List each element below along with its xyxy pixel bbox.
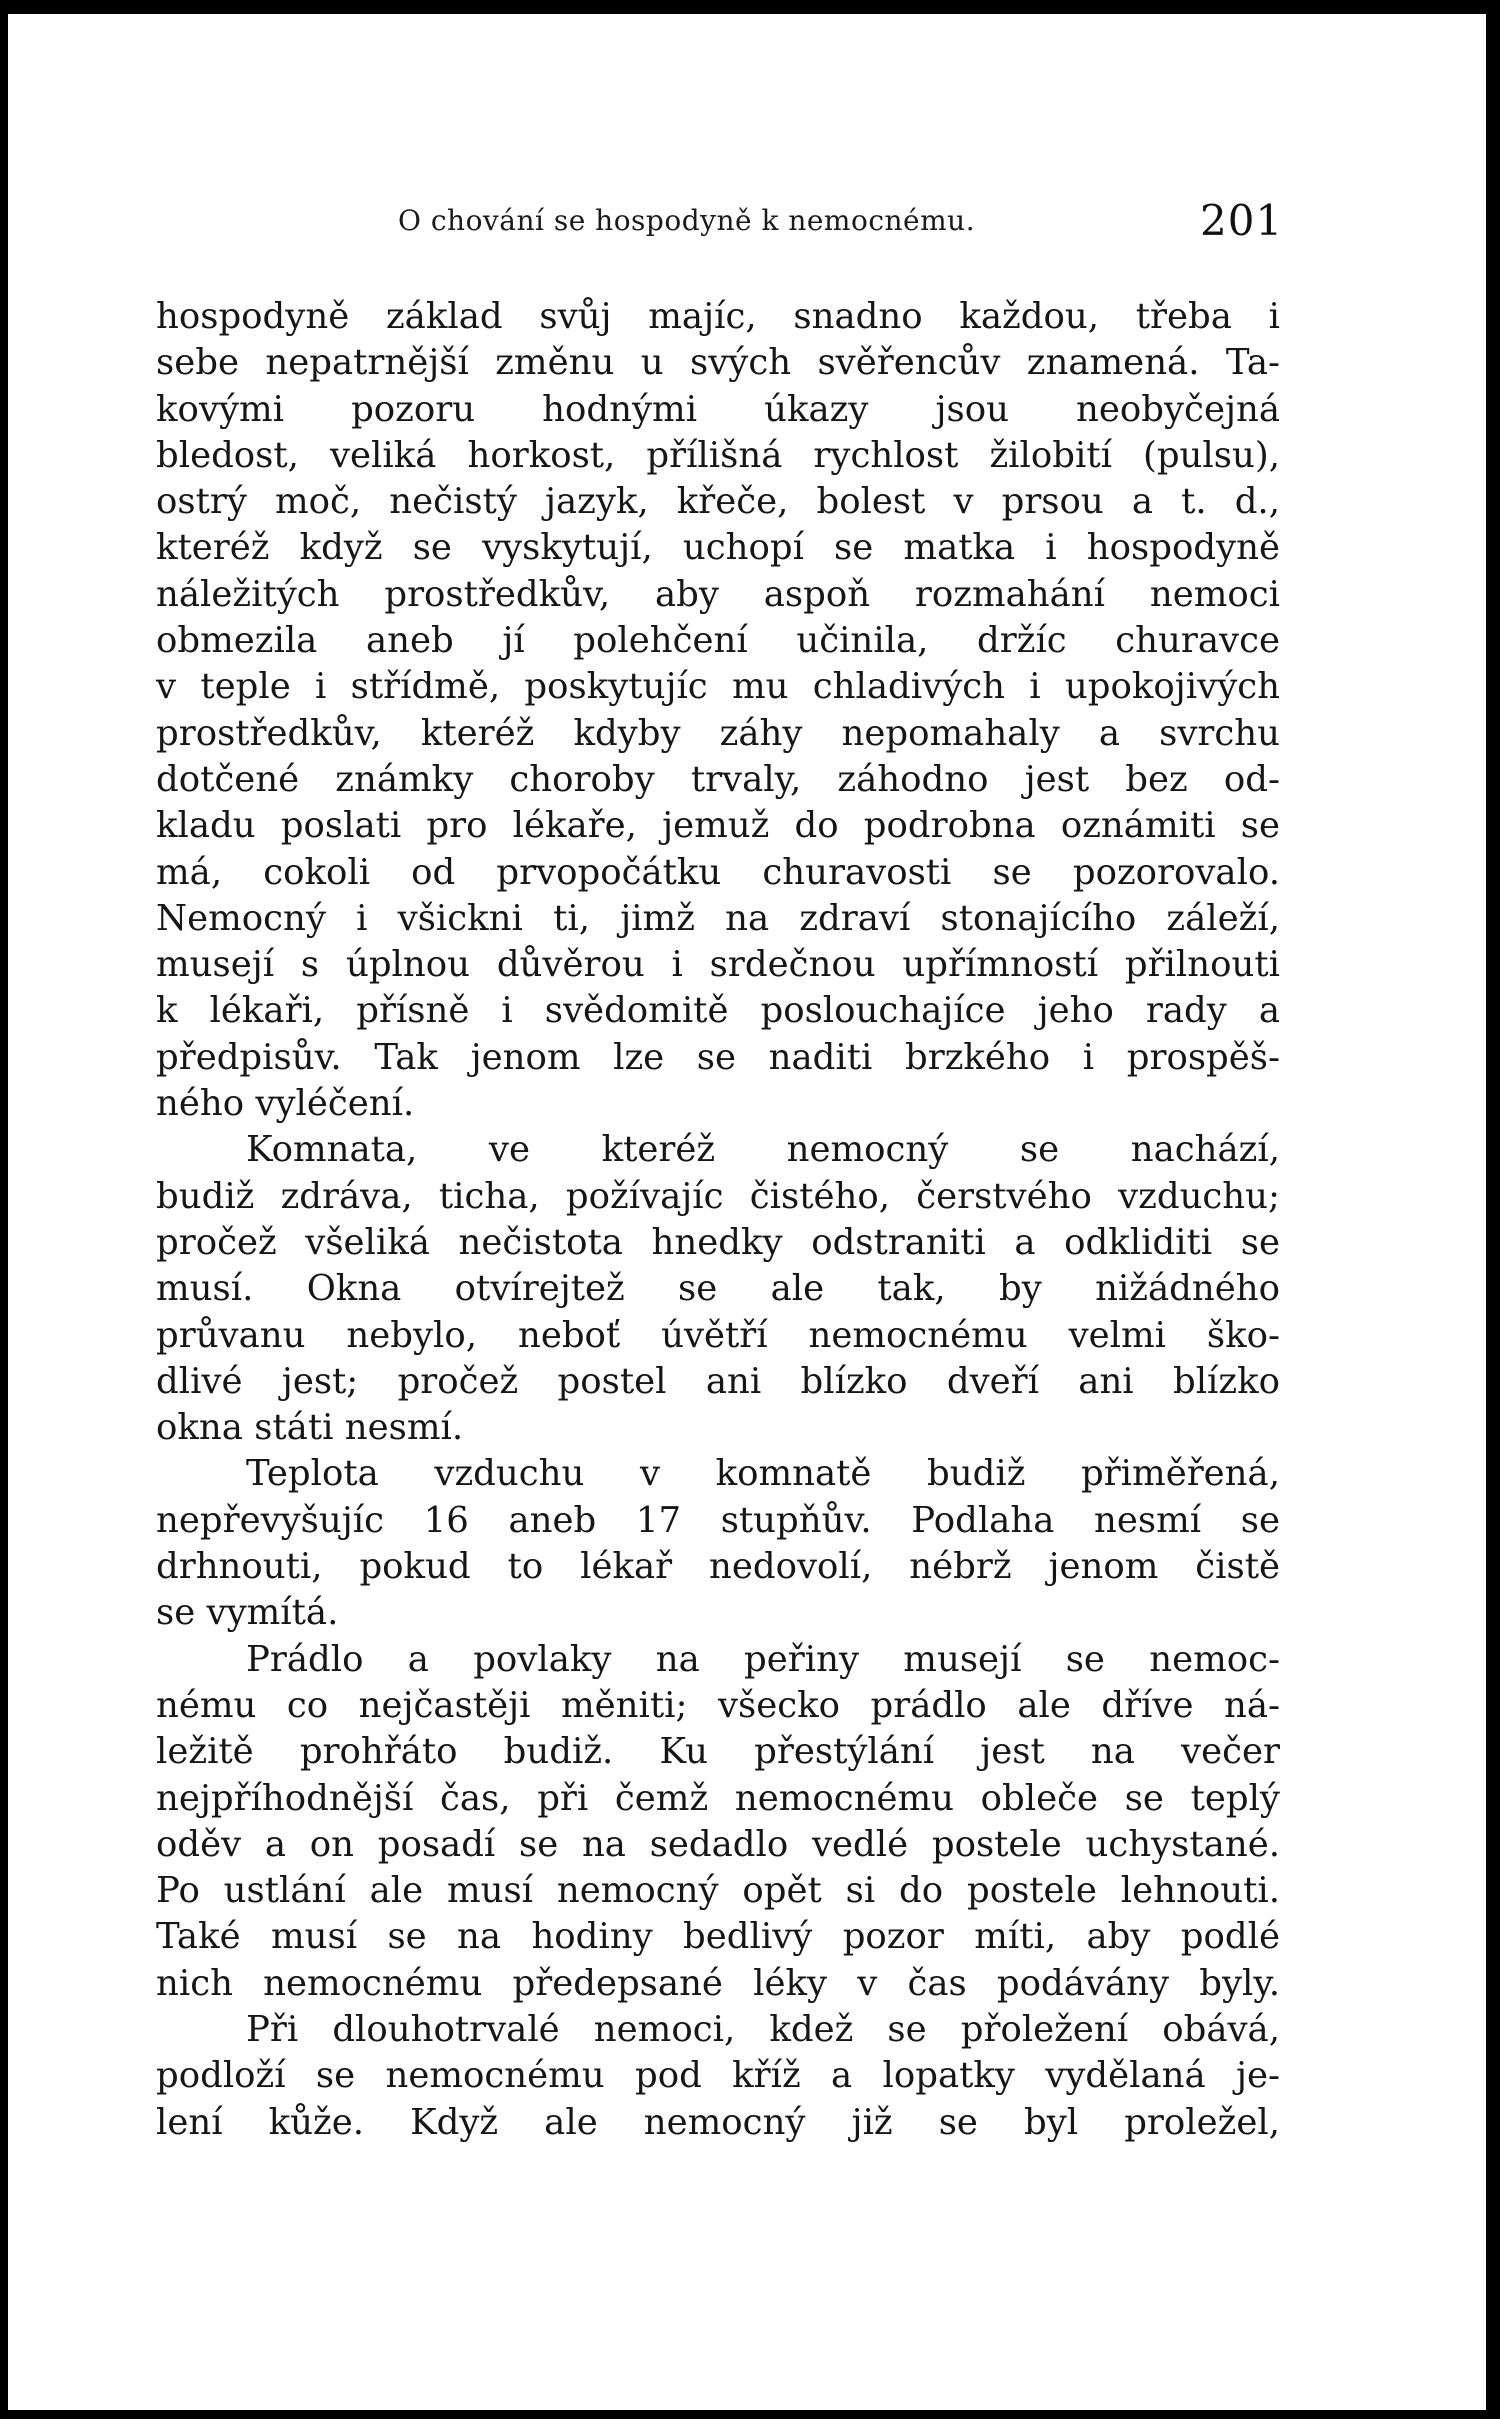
text-line: musí. Okna otvírejtež se ale tak, by nižádného [156, 1268, 1280, 1310]
text-line: okna státi nesmí. [156, 1407, 464, 1449]
paragraph-start-line: Prádlo a povlaky na peřiny musejí se nemoc- [246, 1638, 1280, 1680]
text-line: kteréž když se vyskytují, uchopí se matka i hospodyně [156, 527, 1280, 569]
page-number: 201 [1200, 196, 1284, 245]
text-line: Nemocný i všickni ti, jimž na zdraví stonajícího záleží, [156, 897, 1280, 939]
paragraph-start-line: Komnata, ve kteréž nemocný se nachází, [246, 1129, 1280, 1171]
text-line: Po ustlání ale musí nemocný opět si do postele lehnouti. [156, 1870, 1280, 1912]
text-line: ného vyléčení. [156, 1083, 415, 1125]
text-line: podloží se nemocnému pod kříž a lopatky vydělaná je- [156, 2055, 1280, 2097]
text-line: ležitě prohřáto budiž. Ku přestýlání jest na večer [156, 1731, 1280, 1773]
text-line: má, cokoli od prvopočátku churavosti se pozorovalo. [156, 851, 1280, 893]
running-title: O chování se hospodyně k nemocnému. [398, 204, 976, 237]
text-line: budiž zdráva, ticha, požívajíc čistého, čerstvého vzduchu; [156, 1175, 1280, 1217]
text-line: sebe nepatrnější změnu u svých svěřencův znamená. Ta- [156, 342, 1280, 384]
text-line: pročež všeliká nečistota hnedky odstraniti a odkliditi se [156, 1221, 1280, 1263]
text-line: kladu poslati pro lékaře, jemuž do podrobna oznámiti se [156, 805, 1280, 847]
text-line: bledost, veliká horkost, přílišná rychlost žilobití (pulsu), [156, 434, 1280, 476]
text-line: ostrý moč, nečistý jazyk, křeče, bolest v prsou a t. d., [156, 481, 1280, 523]
text-line: v teple i střídmě, poskytujíc mu chladivých i upokojivých [156, 666, 1280, 708]
text-line: k lékaři, přísně i svědomitě poslouchajíce jeho rady a [156, 990, 1280, 1032]
text-line: nejpříhodnější čas, při čemž nemocnému obleče se teplý [156, 1777, 1280, 1819]
book-page [8, 14, 1486, 2410]
paragraph-start-line: Při dlouhotrvalé nemoci, kdež se přoležení obává, [246, 2008, 1280, 2050]
text-line: náležitých prostředkův, aby aspoň rozmahání nemoci [156, 573, 1280, 615]
text-line: se vymítá. [156, 1592, 339, 1634]
text-line: hospodyně základ svůj majíc, snadno každou, třeba i [156, 296, 1280, 337]
text-line: prostředkův, kteréž kdyby záhy nepomahaly a svrchu [156, 712, 1280, 754]
text-line: obmezila aneb jí polehčení učinila, držíc churavce [156, 620, 1280, 662]
body-text [156, 294, 1280, 2146]
text-line: drhnouti, pokud to lékař nedovolí, nébrž jenom čistě [156, 1546, 1280, 1588]
text-line: dlivé jest; pročež postel ani blízko dveří ani blízko [156, 1360, 1280, 1402]
text-line: kovými pozoru hodnými úkazy jsou neobyčejná [156, 388, 1280, 430]
text-line: nich nemocnému předepsané léky v čas podávány byly. [156, 1962, 1280, 2004]
text-line: musejí s úplnou důvěrou i srdečnou upřímností přilnouti [156, 944, 1280, 986]
text-line: nepřevyšujíc 16 aneb 17 stupňův. Podlaha nesmí se [156, 1499, 1280, 1541]
text-line: průvanu nebylo, neboť úvětří nemocnému velmi ško- [156, 1314, 1280, 1356]
text-line: Také musí se na hodiny bedlivý pozor míti, aby podlé [156, 1916, 1280, 1958]
text-line: předpisův. Tak jenom lze se naditi brzkého i prospěš- [156, 1036, 1280, 1078]
text-line: oděv a on posadí se na sedadlo vedlé postele uchystané. [156, 1823, 1280, 1865]
page-header [8, 196, 1486, 262]
paragraph-start-line: Teplota vzduchu v komnatě budiž přiměřená, [246, 1453, 1280, 1495]
text-line: dotčené známky choroby trvaly, záhodno jest bez od- [156, 758, 1280, 800]
text-line: lení kůže. Když ale nemocný již se byl proležel, [156, 2101, 1280, 2143]
text-line: nému co nejčastěji měniti; všecko prádlo ale dříve ná- [156, 1684, 1280, 1726]
